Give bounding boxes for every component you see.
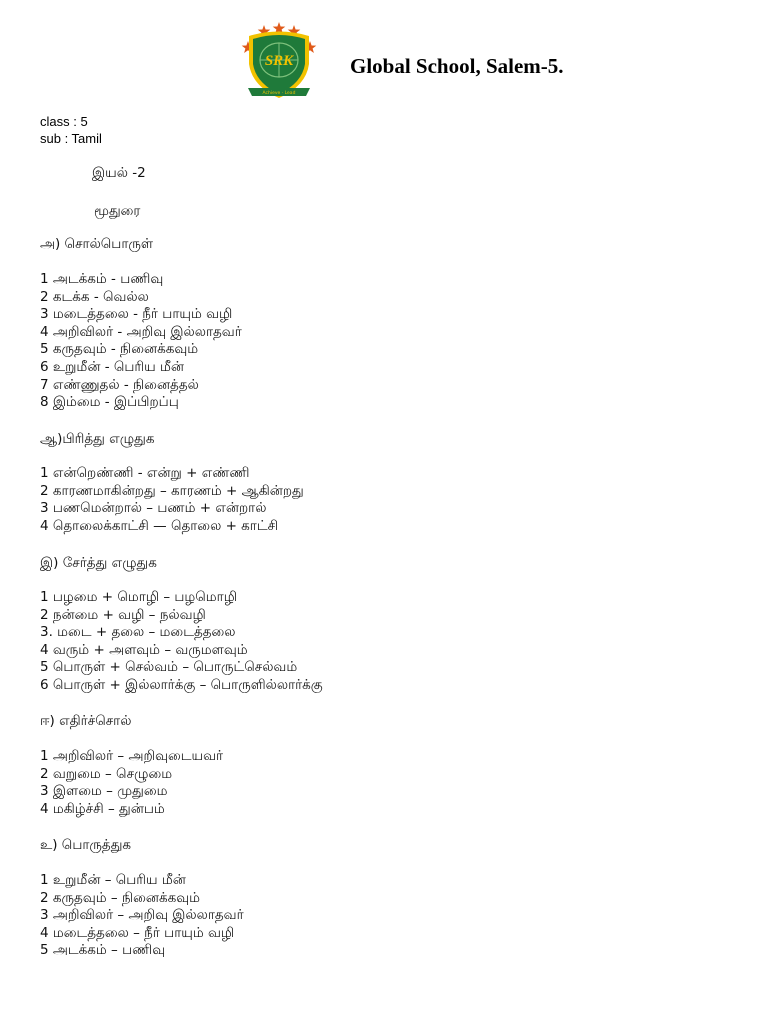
list-item: 4 மடைத்தலை – நீர் பாயும் வழி bbox=[40, 924, 235, 941]
list-item: 5 அடக்கம் – பணிவு bbox=[40, 942, 166, 959]
list-item: 2 கடக்க - வெல்ல bbox=[40, 288, 149, 305]
list-item: 1 பழமை + மொழி – பழமொழி bbox=[40, 589, 237, 605]
join-words-list bbox=[40, 589, 323, 695]
list-item: 2 நன்மை + வழி – நல்வழி bbox=[40, 606, 206, 623]
list-item: 8 இம்மை - இப்பிறப்பு bbox=[40, 394, 179, 411]
list-item: 1 உறுமீன் – பெரிய மீன் bbox=[40, 872, 186, 888]
class-label: class : 5 bbox=[40, 114, 88, 129]
list-item: 2 கருதவும் – நினைக்கவும் bbox=[40, 889, 201, 906]
list-item: 4 வரும் + அளவும் – வருமளவும் bbox=[40, 641, 248, 658]
list-item: 5 கருதவும் - நினைக்கவும் bbox=[40, 341, 199, 358]
list-item: 3 அறிவிலர் – அறிவு இல்லாதவர் bbox=[40, 907, 244, 924]
list-item: 3 மடைத்தலை - நீர் பாயும் வழி bbox=[40, 306, 233, 323]
list-item: 6 பொருள் + இல்லார்க்கு – பொருளில்லார்க்கு bbox=[40, 676, 323, 693]
list-item: 6 உறுமீன் - பெரிய மீன் bbox=[40, 358, 184, 375]
split-words-list bbox=[40, 465, 304, 535]
logo-text: SRK bbox=[264, 53, 294, 69]
lesson-title: மூதுரை bbox=[94, 203, 141, 219]
list-item: 1 அறிவிலர் – அறிவுடையவர் bbox=[40, 748, 224, 764]
section-title-join-words: இ) சேர்த்து எழுதுக bbox=[40, 555, 157, 571]
list-item: 3. மடை + தலை – மடைத்தலை bbox=[40, 624, 236, 641]
subject-label: sub : Tamil bbox=[40, 131, 102, 146]
list-item: 2 காரணமாகின்றது – காரணம் + ஆகின்றது bbox=[40, 482, 304, 499]
list-item: 5 பொருள் + செல்வம் – பொருட்செல்வம் bbox=[40, 659, 298, 676]
unit-heading: இயல் -2 bbox=[92, 165, 146, 181]
list-item: 2 வறுமை – செழுமை bbox=[40, 765, 173, 782]
school-logo bbox=[240, 22, 318, 104]
list-item: 1 என்றெண்ணி - என்று + எண்ணி bbox=[40, 465, 250, 481]
list-item: 4 தொலைக்காட்சி — தொலை + காட்சி bbox=[40, 517, 279, 534]
meanings-list bbox=[40, 271, 242, 412]
srk-crest-icon bbox=[240, 22, 318, 104]
list-item: 7 எண்ணுதல் - நினைத்தல் bbox=[40, 376, 199, 393]
list-item: 1 அடக்கம் - பணிவு bbox=[40, 271, 164, 287]
list-item: 3 இளமை – முதுமை bbox=[40, 783, 168, 800]
match-list bbox=[40, 872, 244, 960]
section-title-match: உ) பொருத்துக bbox=[40, 837, 132, 853]
list-item: 4 மகிழ்ச்சி – துன்பம் bbox=[40, 800, 165, 817]
school-name: Global School, Salem-5. bbox=[350, 54, 564, 78]
list-item: 4 அறிவிலர் - அறிவு இல்லாதவர் bbox=[40, 323, 242, 340]
antonyms-list bbox=[40, 748, 223, 818]
section-title-antonyms: ஈ) எதிர்ச்சொல் bbox=[40, 713, 132, 729]
logo-motto: Achieve · Lead bbox=[262, 91, 296, 96]
section-title-meanings: அ) சொல்பொருள் bbox=[40, 236, 154, 252]
section-title-split-words: ஆ)பிரித்து எழுதுக bbox=[40, 431, 155, 447]
list-item: 3 பணமென்றால் – பணம் + என்றால் bbox=[40, 500, 267, 517]
